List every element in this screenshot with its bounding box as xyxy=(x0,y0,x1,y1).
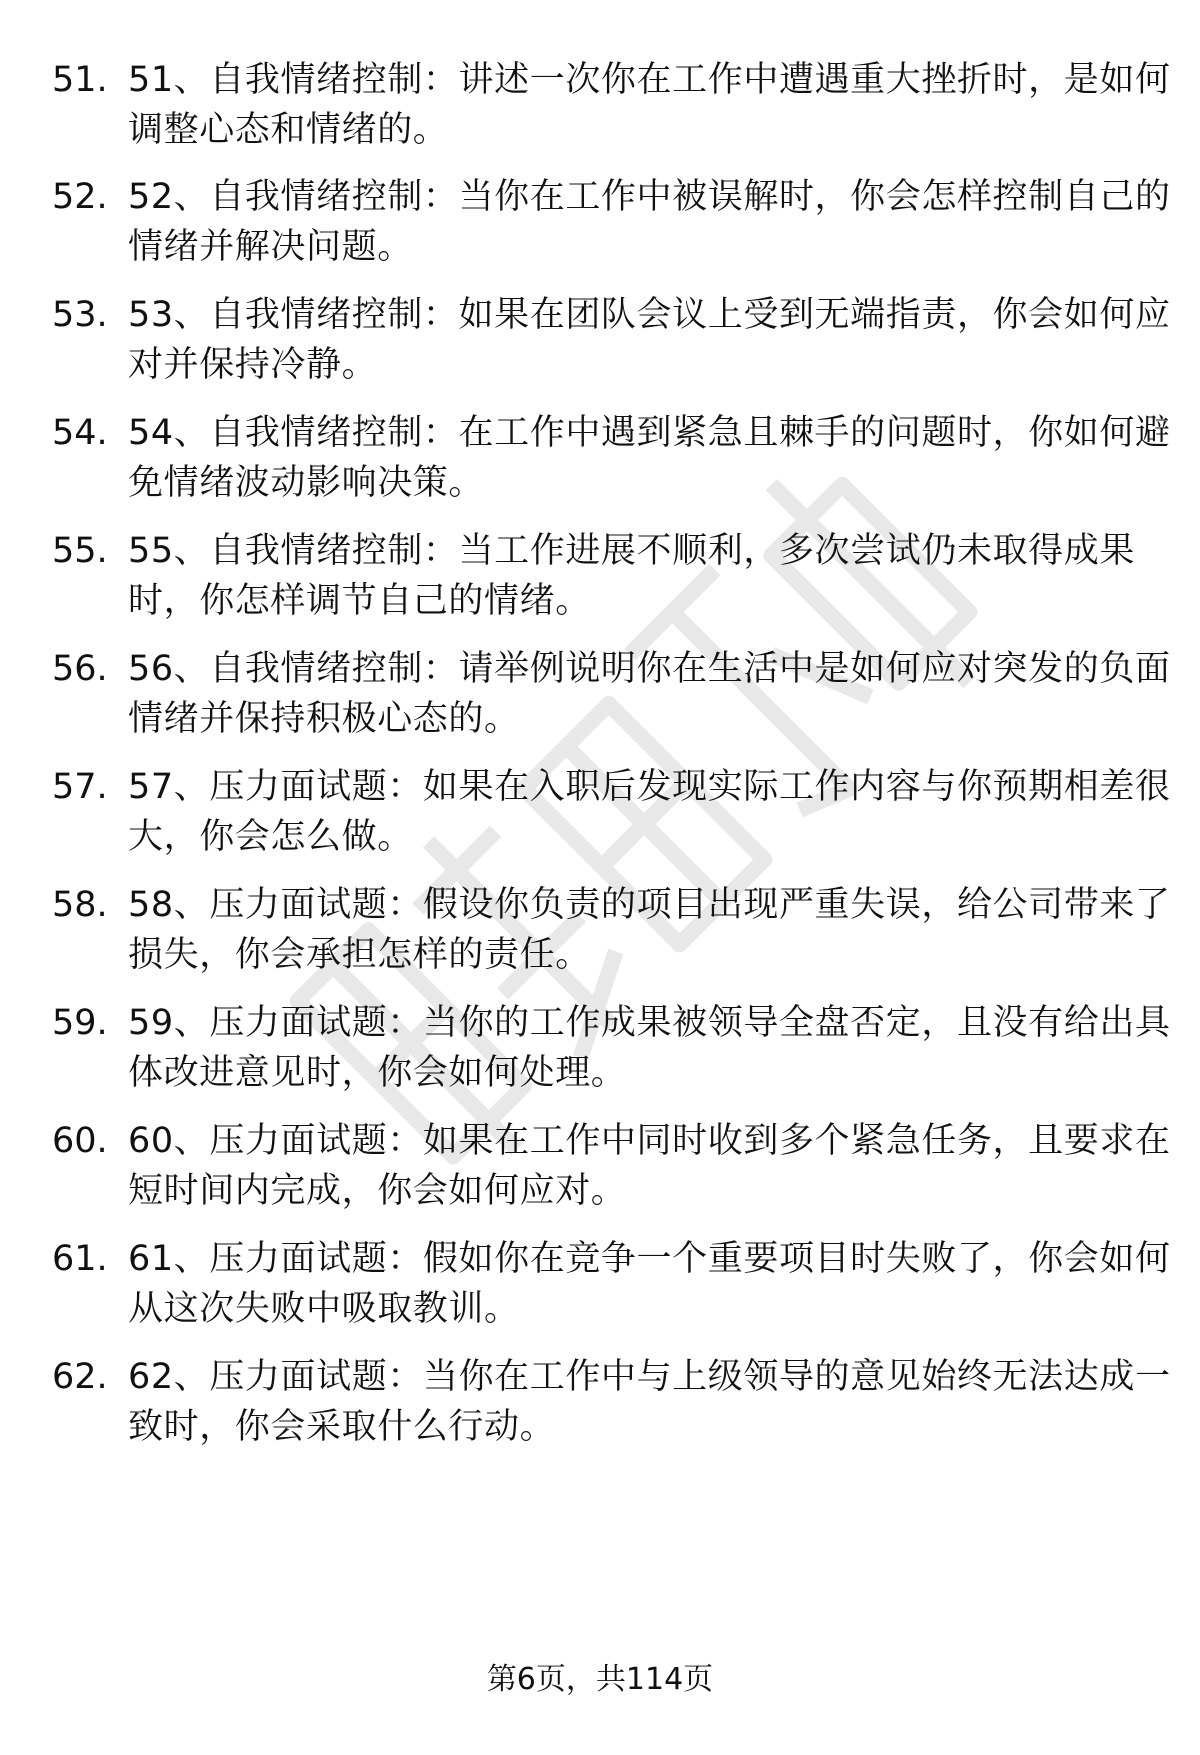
question-text: 55、自我情绪控制：当工作进展不顺利，多次尝试仍未取得成果时，你怎样调节自己的情绪。 xyxy=(128,531,1135,621)
question-text: 58、压力面试题：假设你负责的项目出现严重失误，给公司带来了损失，你会承担怎样的责任。 xyxy=(128,885,1171,975)
question-number: 61. xyxy=(52,1239,108,1279)
question-text: 51、自我情绪控制：讲述一次你在工作中遭遇重大挫折时，是如何调整心态和情绪的。 xyxy=(128,60,1171,150)
list-item xyxy=(52,1352,1171,1462)
question-number: 62. xyxy=(52,1357,108,1397)
question-number: 56. xyxy=(52,649,108,689)
question-text: 60、压力面试题：如果在工作中同时收到多个紧急任务，且要求在短时间内完成，你会如何应对。 xyxy=(128,1121,1171,1211)
question-number: 51. xyxy=(52,60,108,100)
list-item xyxy=(52,644,1171,754)
page-footer: 第6页，共114页 xyxy=(486,1662,714,1697)
question-text: 61、压力面试题：假如你在竞争一个重要项目时失败了，你会如何从这次失败中吸取教训。 xyxy=(128,1239,1171,1329)
question-number: 58. xyxy=(52,885,108,925)
list-item xyxy=(52,762,1171,872)
question-text: 53、自我情绪控制：如果在团队会议上受到无端指责，你会如何应对并保持冷静。 xyxy=(128,295,1171,385)
list-item xyxy=(52,1234,1171,1344)
question-number: 57. xyxy=(52,767,108,807)
question-number: 55. xyxy=(52,531,108,571)
question-text: 54、自我情绪控制：在工作中遇到紧急且棘手的问题时，你如何避免情绪波动影响决策。 xyxy=(128,413,1171,503)
question-number: 52. xyxy=(52,177,108,217)
list-item xyxy=(52,290,1171,400)
list-item xyxy=(52,172,1171,282)
question-text: 62、压力面试题：当你在工作中与上级领导的意见始终无法达成一致时，你会采取什么行动。 xyxy=(128,1357,1171,1447)
list-item xyxy=(52,526,1162,636)
question-text: 57、压力面试题：如果在入职后发现实际工作内容与你预期相差很大，你会怎么做。 xyxy=(128,767,1171,857)
question-text: 52、自我情绪控制：当你在工作中被误解时，你会怎样控制自己的情绪并解决问题。 xyxy=(128,177,1171,267)
list-item xyxy=(52,55,1171,165)
list-item xyxy=(52,1116,1171,1226)
question-text: 56、自我情绪控制：请举例说明你在生活中是如何应对突发的负面情绪并保持积极心态的。 xyxy=(128,649,1171,739)
question-number: 53. xyxy=(52,295,108,335)
list-item xyxy=(52,880,1171,990)
list-item xyxy=(52,998,1171,1108)
list-item xyxy=(52,408,1171,518)
question-number: 59. xyxy=(52,1003,108,1043)
question-number: 54. xyxy=(52,413,108,453)
question-number: 60. xyxy=(52,1121,108,1161)
question-text: 59、压力面试题：当你的工作成果被领导全盘否定，且没有给出具体改进意见时，你会如何处理。 xyxy=(128,1003,1171,1093)
